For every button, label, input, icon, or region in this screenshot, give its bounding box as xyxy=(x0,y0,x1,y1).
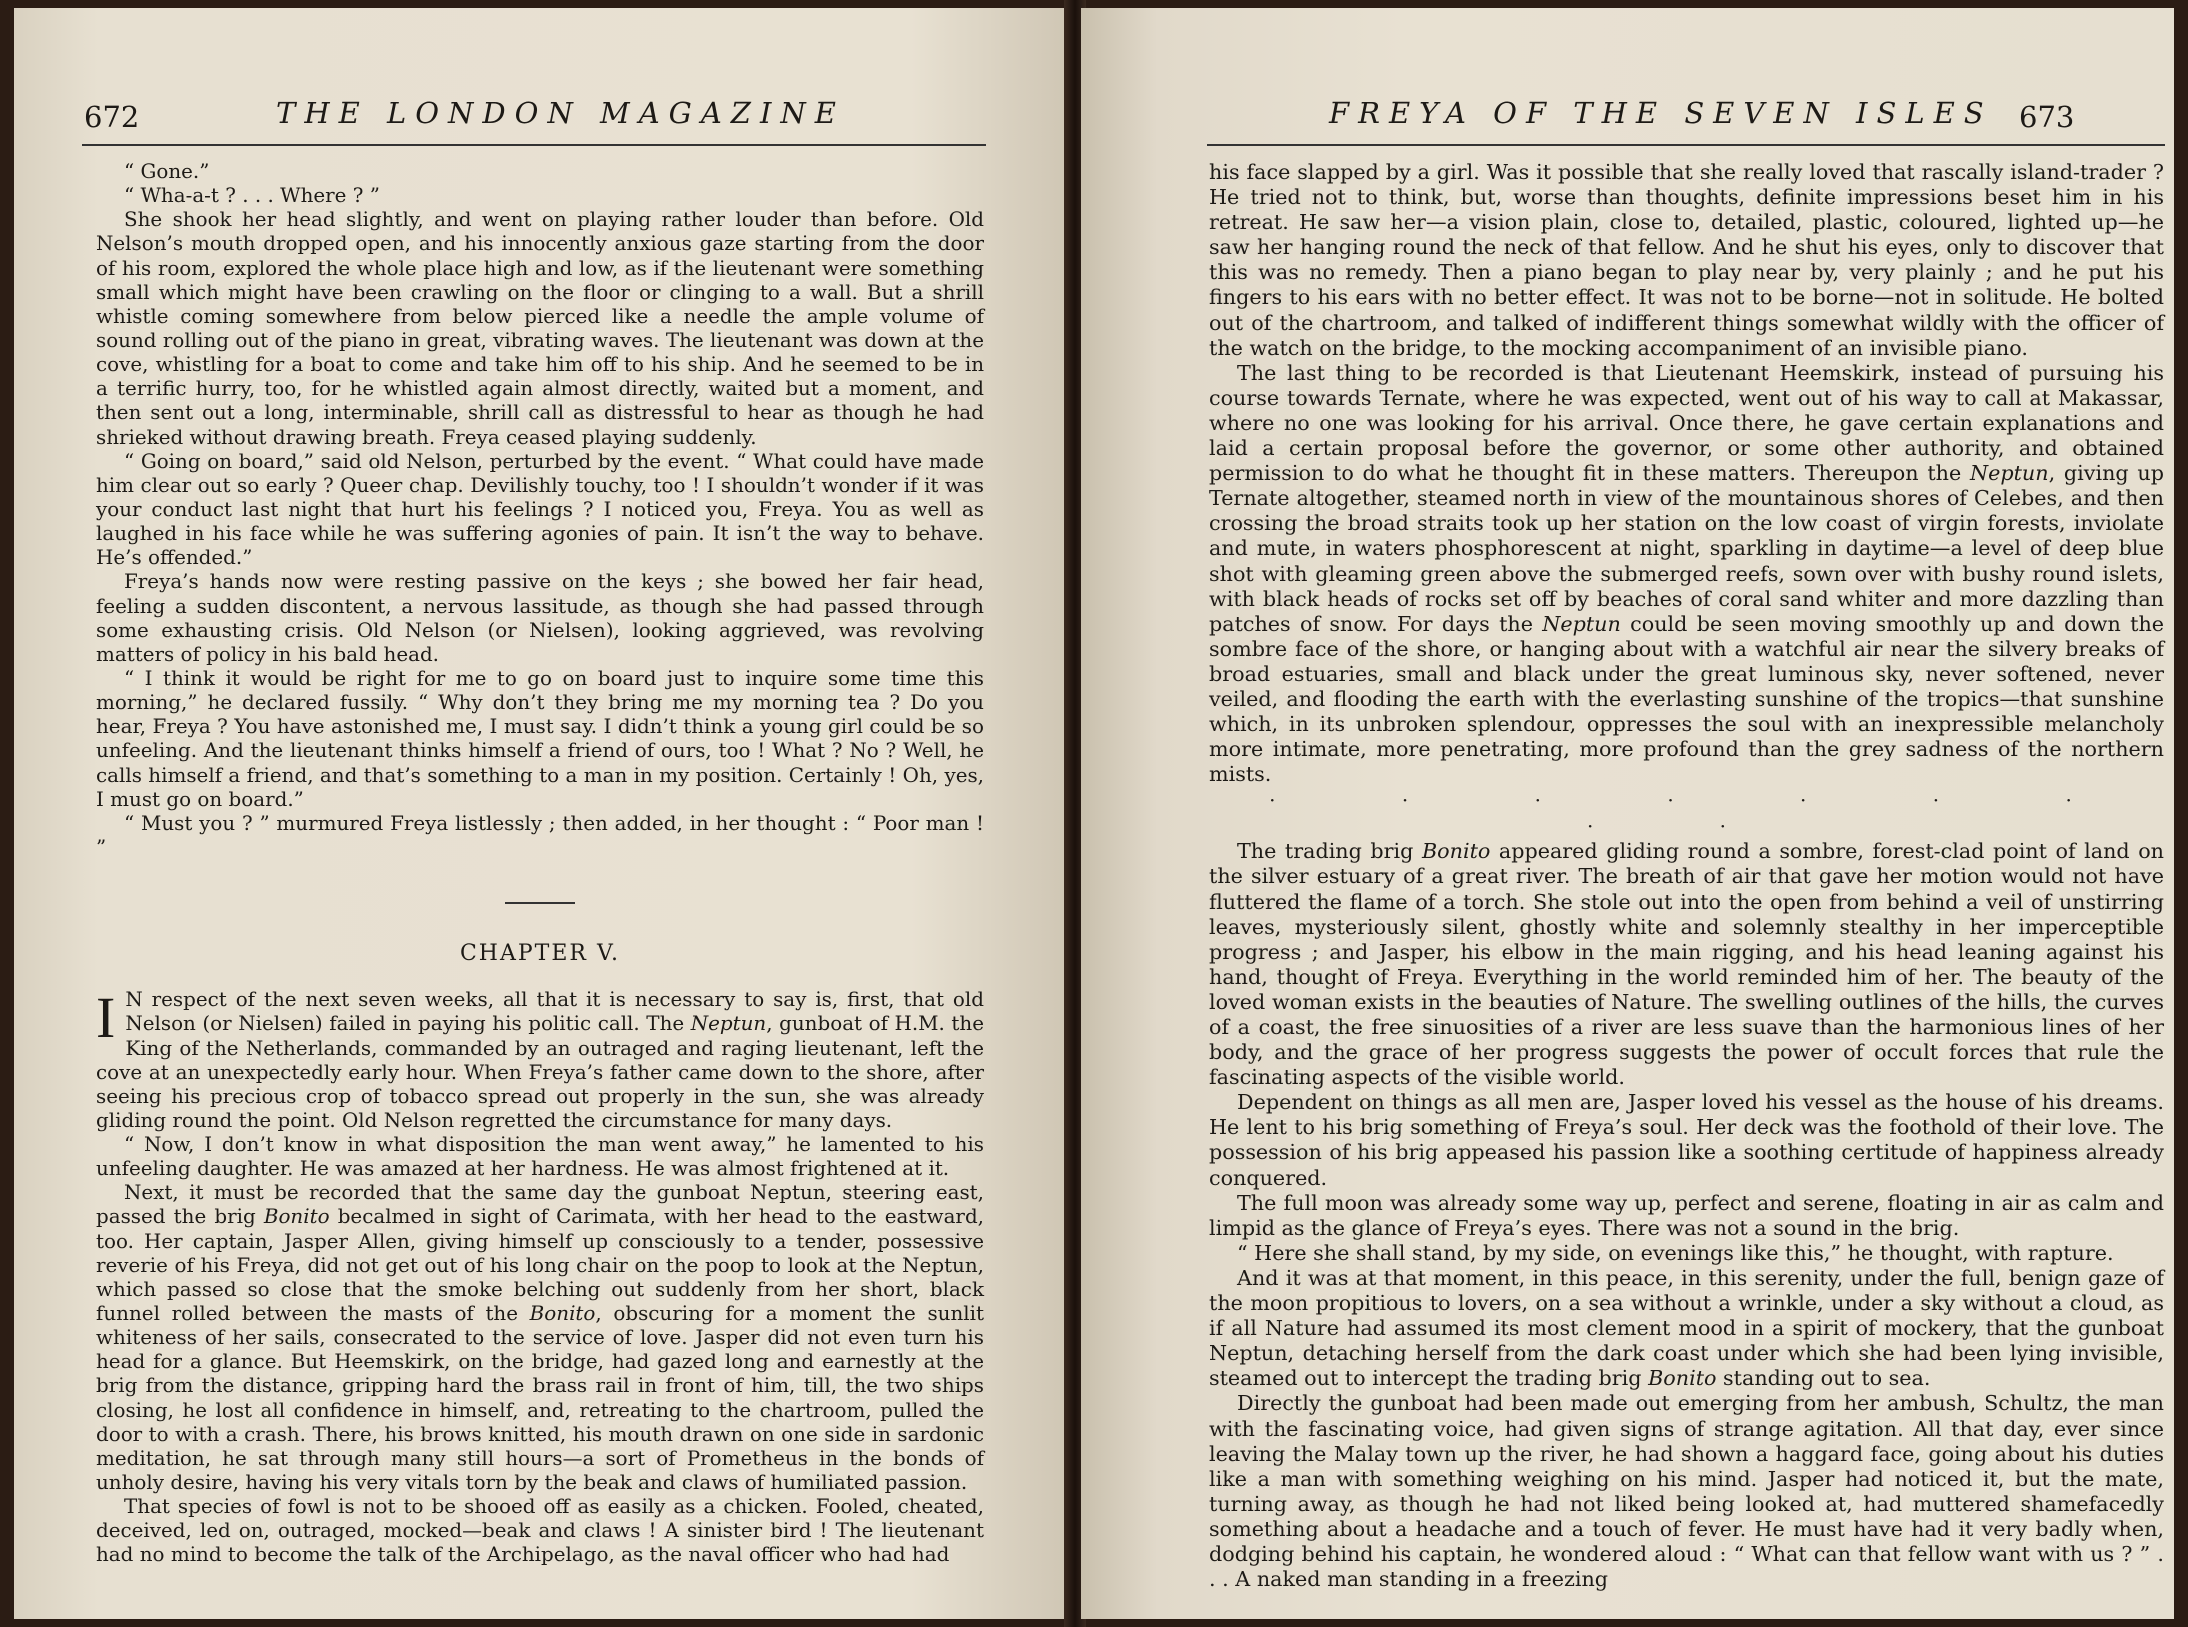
right-body-text xyxy=(1209,160,2164,1592)
paragraph: That species of fowl is not to be shooed off as easily as a chicken. Fooled, cheated, deceived, led on, outraged, mocked—beak and claws ! A sinister bird ! The lieutenant had no mind to become the talk of the Archipelago, as the naval officer who had had xyxy=(96,1495,984,1567)
left-body-text xyxy=(96,160,984,1568)
paragraph: “ Here she shall stand, by my side, on evenings like this,” he thought, with rapture. xyxy=(1237,1240,2114,1265)
ship-name: Neptun xyxy=(690,1012,767,1036)
left-running-head: THE LONDON MAGAZINE xyxy=(276,96,845,130)
paragraph: The full moon was already some way up, perfect and serene, floating in air as calm and limpid as the glance of Freya’s eyes. There was not a sound in the brig. xyxy=(1209,1190,2164,1240)
left-paragraphs-before-chapter xyxy=(96,160,984,860)
paragraph: And it was at that moment, in this peace, in this serenity, under the full, benign gaze of the moon propitious to lovers, on a sea without a wrinkle, under a sky without a cloud, as if all Nature had assumed its most clement mood in a spirit of mockery, that the gunboat Neptun, detaching herself from the dark coast under which she had been lying invisible, steamed out to intercept the trading brig Bonito standing out to sea. xyxy=(1209,1265,2164,1391)
right-paragraphs-before-break xyxy=(1209,160,2164,787)
chapter-title: CHAPTER V. xyxy=(459,941,621,967)
ship-name: Bonito xyxy=(529,1302,596,1326)
paragraph: She shook her head slightly, and went on playing rather louder than before. Old Nelson’s mouth dropped open, and his innocently anxious gaze starting from the door of his room, explored the whole place high and low, as if the lieutenant were something small which might have been crawling on the floor or clinging to a wall. But a shrill whistle coming somewhere from below pierced like a needle the ample volume of sound rolling out of the piano in great, vibrating waves. The lieutenant was down at the cove, whistling for a boat to come and take him off to his ship. And he seemed to be in a terrific hurry, too, for he whistled again almost directly, waited but a moment, and then sent out a long, interminable, shrill call as distressful to hear as though he had shrieked without drawing breath. Freya ceased playing suddenly. xyxy=(96,208,984,449)
paragraph: “ Gone.” xyxy=(124,160,210,183)
paragraph: Freya’s hands now were resting passive on the keys ; she bowed her fair head, feeling a sudden discontent, a nervous lassitude, as though she had passed through some exhausting crisis. Old Nelson (or Nielsen), looking aggrieved, was revolving matters of policy in his bald head. xyxy=(96,570,984,666)
paragraph: Next, it must be recorded that the same day the gunboat Neptun, steering east, passed the brig Bonito becalmed in sight of Carimata, with her head to the eastward, too. Her captain, Jasper Allen, giving himself up consciously to a tender, possessive reverie of his Freya, did not get out of his long chair on the poop to look at the Neptun, which passed so close that the smoke belching out suddenly from her short, black funnel rolled between the masts of the Bonito, obscuring for a moment the sunlit whiteness of her sails, consecrated to the service of love. Jasper did not even turn his head for a glance. But Heemskirk, on the bridge, had gazed long and earnestly at the brig from the distance, gripping hard the brass rail in front of him, till, the two ships closing, he lost all confidence in himself, and, retreating to the chartroom, pulled the door to with a crash. There, his brows knitted, his mouth drawn on one side in sardonic meditation, he sat through many still hours—a sort of Prometheus in the bonds of unholy desire, having his very vitals torn by the beak and claws of humiliated passion. xyxy=(96,1181,984,1495)
paragraph: Directly the gunboat had been made out emerging from her ambush, Schultz, the man with the fascinating voice, had given signs of strange agitation. All that day, ever since leaving the Malay town up the river, he had shown a haggard face, going about his duties like a man with something weighing on his mind. Jasper had noticed it, but the mate, turning away, as though he had not liked being looked at, had muttered shamefacedly something about a headache and a touch of fever. He must have had it very badly when, dodging behind his captain, he wondered aloud : “ What can that fellow want with us ? ” . . . A naked man standing in a freezing xyxy=(1209,1391,2164,1592)
left-page xyxy=(14,8,1069,1619)
paragraph: “ I think it would be right for me to go on board just to inquire some time this morning,” he declared fussily. “ Why don’t they bring me my morning tea ? Do you hear, Freya ? You have astonished me, I must say. I didn’t think a young girl could be so unfeeling. And the lieutenant thinks himself a friend of ours, too ! What ? No ? Well, he calls himself a friend, and that’s something to a man in my position. Certainly ! Oh, yes, I must go on board.” xyxy=(96,666,984,811)
ship-name: Bonito xyxy=(1421,839,1491,864)
ship-name: Neptun xyxy=(1970,461,2049,486)
drop-cap: I xyxy=(96,985,116,1051)
right-page-number: 673 xyxy=(2019,100,2075,134)
paragraph: The last thing to be recorded is that Lieutenant Heemskirk, instead of pursuing his course towards Ternate, where he was expected, went out of his way to call at Makassar, where no one was looking for his arrival. Once there, he gave certain explanations and laid a certain proposal before the governor, or some other authority, and obtained permission to do what he thought fit in these matters. Thereupon the Neptun, giving up Ternate altogether, steamed north in view of the mountainous shores of Celebes, and then crossing the broad straits took up her station on the low coast of virgin forests, inviolate and mute, in waters phosphorescent at night, sparkling in daytime—a level of deep blue shot with gleaming green above the submerged reefs, sown over with bushy round islets, with black heads of rocks set off by beaches of coral sand whiter and more dazzling than patches of snow. For days the Neptun could be seen moving smoothly up and down the sombre face of the shore, or hanging about with a watchful air near the silvery breaks of broad estuaries, small and black under the great luminous sky, never softened, never veiled, and flooding the earth with the everlasting sunshine of the tropics—that sunshine which, in its unbroken splendour, oppresses the soul with an inexpressible melancholy more intimate, more penetrating, more profound than the grey sadness of the northern mists. xyxy=(1209,360,2165,787)
paragraph: Dependent on things as all men are, Jasper loved his vessel as the house of his dreams. He lent to his brig something of Freya’s soul. Her deck was the foothold of their love. The possession of his brig appeased his passion like a soothing certitude of happiness already conquered. xyxy=(1209,1090,2164,1190)
right-running-head: FREYA OF THE SEVEN ISLES xyxy=(1329,96,1993,130)
ship-name: Bonito xyxy=(263,1205,330,1229)
left-paragraphs-after-chapter xyxy=(96,1133,984,1568)
chapter-opening-text: N respect of the next seven weeks, all that it is necessary to say is, first, that old Nelson (or Nielsen) failed in paying his politic call. The Neptun, gunboat of H.M. the King of the Netherlands, commanded by an outraged and raging lieutenant, left the cove at an unexpectedly early hour. When Freya’s father came down to the shore, after seeing his precious crop of tobacco spread out properly in the sun, she was already gliding round the point. Old Nelson regretted the circumstance for many days. xyxy=(96,988,985,1132)
paragraph: “ Going on board,” said old Nelson, perturbed by the event. “ What could have made him clear out so early ? Queer chap. Devilishly touchy, too ! I shouldn’t wonder if it was your conduct last night that hurt his feelings ? I noticed you, Freya. You as well as laughed in his face while he was suffering agonies of pain. It isn’t the way to behave. He’s offended.” xyxy=(96,449,984,570)
ship-name: Bonito xyxy=(1648,1366,1717,1391)
chapter-divider-rule xyxy=(505,902,575,904)
paragraph: “ Now, I don’t know in what disposition the man went away,” he lamented to his unfeeling daughter. He was amazed at her hardness. He was almost frightened at it. xyxy=(96,1133,984,1181)
ship-name: Neptun xyxy=(1542,611,1621,636)
paragraph: The trading brig Bonito appeared gliding round a sombre, forest-clad point of land on the silver estuary of a great river. The breath of air that gave her motion would not have fluttered the flame of a torch. She stole out into the open from behind a veil of unstirring leaves, mysteriously silent, ghostly white and solemnly stealthy in her imperceptible progress ; and Jasper, his elbow in the main rigging, and his head leaning against his hand, thought of Freya. Everything in the world reminded him of her. The beauty of the loved woman exists in the beauties of Nature. The swelling outlines of the hills, the curves of a coast, the free sinuosities of a river are less suave than the harmonious lines of her body, and the grace of her progress suggests the power of occult forces that rule the fascinating aspects of the visible world. xyxy=(1209,839,2164,1090)
paragraph: his face slapped by a girl. Was it possible that she really loved that rascally island-trader ? He tried not to think, but, worse than thoughts, definite impressions beset him in his retreat. He saw her—a vision plain, close to, detailed, plastic, coloured, lighted up—he saw her hanging round the neck of that fellow. And he shut his eyes, only to discover that this was no remedy. Then a piano began to play near by, very plainly ; and he put his fingers to his ears with no better effect. It was not to be borne—not in solitude. He bolted out of the chartroom, and talked of indifferent things somewhat wildly with the officer of the watch on the bridge, to the mocking accompaniment of an invisible piano. xyxy=(1209,160,2164,360)
right-page xyxy=(1081,8,2174,1619)
paragraph: “ Wha-a-t ? . . . Where ? ” xyxy=(124,184,380,208)
paragraph: “ Must you ? ” murmured Freya listlessly ; then added, in her thought : “ Poor man ! ” xyxy=(96,811,984,859)
left-header-rule xyxy=(82,144,986,146)
left-page-number: 672 xyxy=(84,100,140,134)
right-paragraphs-after-break xyxy=(1209,839,2164,1592)
section-break: · · · · · · · · · xyxy=(1269,788,2132,839)
chapter-opening-paragraph xyxy=(96,985,985,1133)
right-header-rule xyxy=(1207,144,2165,146)
